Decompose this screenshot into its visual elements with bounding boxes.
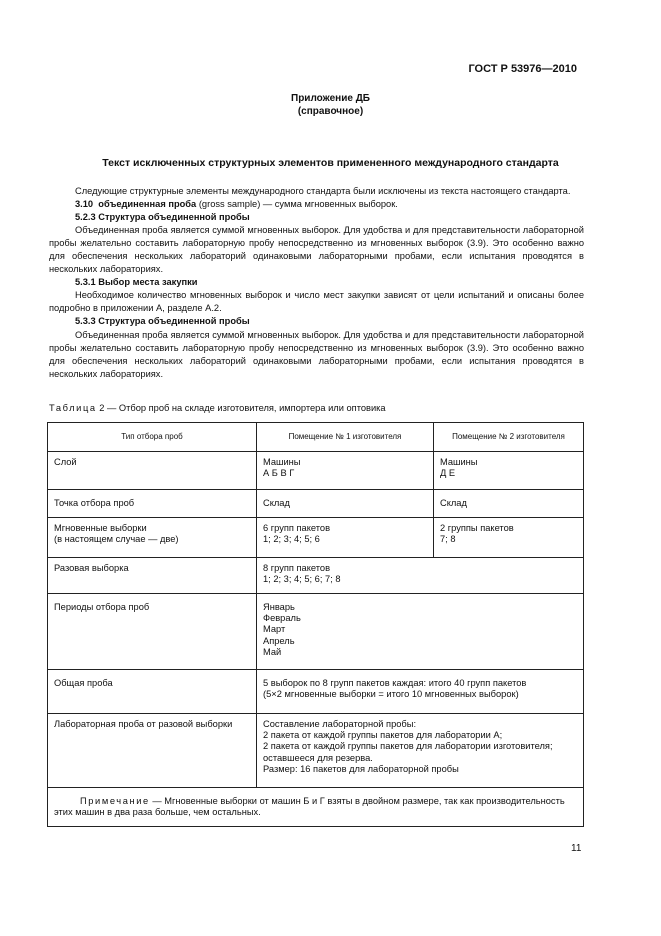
table-cell bbox=[257, 558, 584, 594]
table-cell: Разовая выборка bbox=[48, 558, 257, 594]
month: Май bbox=[263, 646, 282, 657]
month: Февраль bbox=[263, 613, 301, 624]
table-cell bbox=[257, 452, 434, 490]
subsection-heading: 5.2.3 Структура объединенной пробы bbox=[75, 212, 250, 223]
cell-line: Размер: 16 пакетов для лабораторной пробы bbox=[263, 763, 459, 774]
table-cell bbox=[48, 518, 257, 558]
cell-line: 5 выборок по 8 групп пакетов каждая: итого 40 групп пакетов bbox=[263, 678, 527, 688]
body-text bbox=[49, 185, 584, 381]
month: Апрель bbox=[263, 635, 295, 646]
sampling-table bbox=[47, 422, 584, 827]
cell-line: 7; 8 bbox=[440, 534, 456, 545]
table-header-cell: Помещение № 1 изготовителя bbox=[257, 423, 434, 452]
table-cell bbox=[257, 518, 434, 558]
table-cell bbox=[257, 594, 584, 670]
cell-line: Д Е bbox=[440, 468, 456, 479]
cell-line: 2 пакета от каждой группы пакетов для лаборатории А; bbox=[263, 730, 503, 741]
table-cell bbox=[257, 714, 584, 788]
term-name: объединенная проба bbox=[98, 199, 197, 210]
table-header-row bbox=[48, 423, 584, 452]
cell-line: Машины bbox=[440, 457, 478, 467]
table-header-cell: Помещение № 2 изготовителя bbox=[434, 423, 584, 452]
table-cell: Периоды отбора проб bbox=[48, 594, 257, 670]
table-cell: Склад bbox=[257, 490, 434, 518]
cell-line: Мгновенные выборки bbox=[54, 523, 147, 533]
month: Январь bbox=[263, 602, 295, 612]
month: Март bbox=[263, 624, 286, 635]
cell-line: Машины bbox=[263, 457, 301, 467]
cell-line: 6 групп пакетов bbox=[263, 523, 331, 533]
paragraph-term bbox=[49, 198, 584, 211]
table-caption-text: 2 — Отбор проб на складе изготовителя, импортера или оптовика bbox=[99, 403, 386, 413]
table-cell: Точка отбора проб bbox=[48, 490, 257, 518]
cell-line: А Б В Г bbox=[263, 468, 295, 479]
note-content bbox=[54, 796, 577, 818]
cell-line: 1; 2; 3; 4; 5; 6 bbox=[263, 534, 320, 545]
table-cell: Слой bbox=[48, 452, 257, 490]
table-note-row bbox=[48, 788, 584, 827]
table-row bbox=[48, 518, 584, 558]
table-caption bbox=[49, 403, 386, 413]
page-number: 11 bbox=[571, 843, 582, 854]
subsection-heading: 5.3.3 Структура объединенной пробы bbox=[75, 316, 250, 327]
cell-line: (5×2 мгновенные выборки = итого 10 мгновенных выборок) bbox=[263, 689, 519, 700]
table-header-cell: Тип отбора проб bbox=[48, 423, 257, 452]
table-row bbox=[48, 452, 584, 490]
cell-line: оставшееся для резерва. bbox=[263, 752, 373, 763]
cell-line: (в настоящем случае — две) bbox=[54, 534, 179, 545]
note-label: Примечание bbox=[80, 796, 150, 806]
annex-subtitle: (справочное) bbox=[297, 106, 364, 117]
cell-line: Составление лабораторной пробы: bbox=[263, 719, 417, 729]
cell-line: 1; 2; 3; 4; 5; 6; 7; 8 bbox=[263, 574, 341, 585]
table-row bbox=[48, 490, 584, 518]
term-number: 3.10 bbox=[75, 199, 94, 210]
table-cell bbox=[257, 670, 584, 714]
paragraph: Объединенная проба является суммой мгновенных выборок. Для удобства и для представительности лабораторной пробы желательно составить лабораторную пробу непосредственно из мгновенных выборок (3.9). Это особенно важно для обеспечения нескольких лабораторий одинаковыми лабораторными пробами, если испытания проводятся в нескольких лабораториях. bbox=[49, 329, 584, 379]
table-cell bbox=[434, 452, 584, 490]
table-cell: Лабораторная проба от разовой выборки bbox=[48, 714, 257, 788]
table-row bbox=[48, 558, 584, 594]
document-code: ГОСТ Р 53976—2010 bbox=[468, 63, 577, 75]
term-definition: (gross sample) — сумма мгновенных выборок. bbox=[198, 199, 398, 210]
table-row bbox=[48, 670, 584, 714]
note-text: — Мгновенные выборки от машин Б и Г взяты в двойном размере, так как производительность этих машин в два раза больше, чем остальных. bbox=[54, 796, 565, 818]
subsection-heading: 5.3.1 Выбор места закупки bbox=[75, 277, 198, 288]
table-cell: Общая проба bbox=[48, 670, 257, 714]
table-cell bbox=[434, 518, 584, 558]
section-title: Текст исключенных структурных элементов примененного международного стандарта bbox=[102, 157, 559, 169]
table-note bbox=[48, 788, 584, 827]
cell-line: 2 пакета от каждой группы пакетов для лаборатории изготовителя; bbox=[263, 741, 553, 752]
table-caption-label: Таблица bbox=[49, 403, 97, 413]
paragraph: Следующие структурные элементы международного стандарта были исключены из текста настоящего стандарта. bbox=[75, 186, 571, 196]
annex-title: Приложение ДБ bbox=[291, 93, 370, 104]
cell-line: 2 группы пакетов bbox=[440, 523, 514, 533]
paragraph: Объединенная проба является суммой мгновенных выборок. Для удобства и для представительности лабораторной пробы желательно составить лабораторную пробу непосредственно из мгновенных выборок (3.9). Это особенно важно для обеспечения нескольких лабораторий одинаковыми лабораторными пробами, если испытания проводятся в нескольких лабораториях. bbox=[49, 225, 584, 275]
table-row bbox=[48, 714, 584, 788]
table-cell: Склад bbox=[434, 490, 584, 518]
annex-heading bbox=[0, 92, 661, 118]
cell-line: 8 групп пакетов bbox=[263, 563, 331, 573]
table-row bbox=[48, 594, 584, 670]
paragraph: Необходимое количество мгновенных выборок и число мест закупки зависят от цели испытаний и описаны более подробно в приложении А, разделе А.2. bbox=[49, 290, 584, 314]
